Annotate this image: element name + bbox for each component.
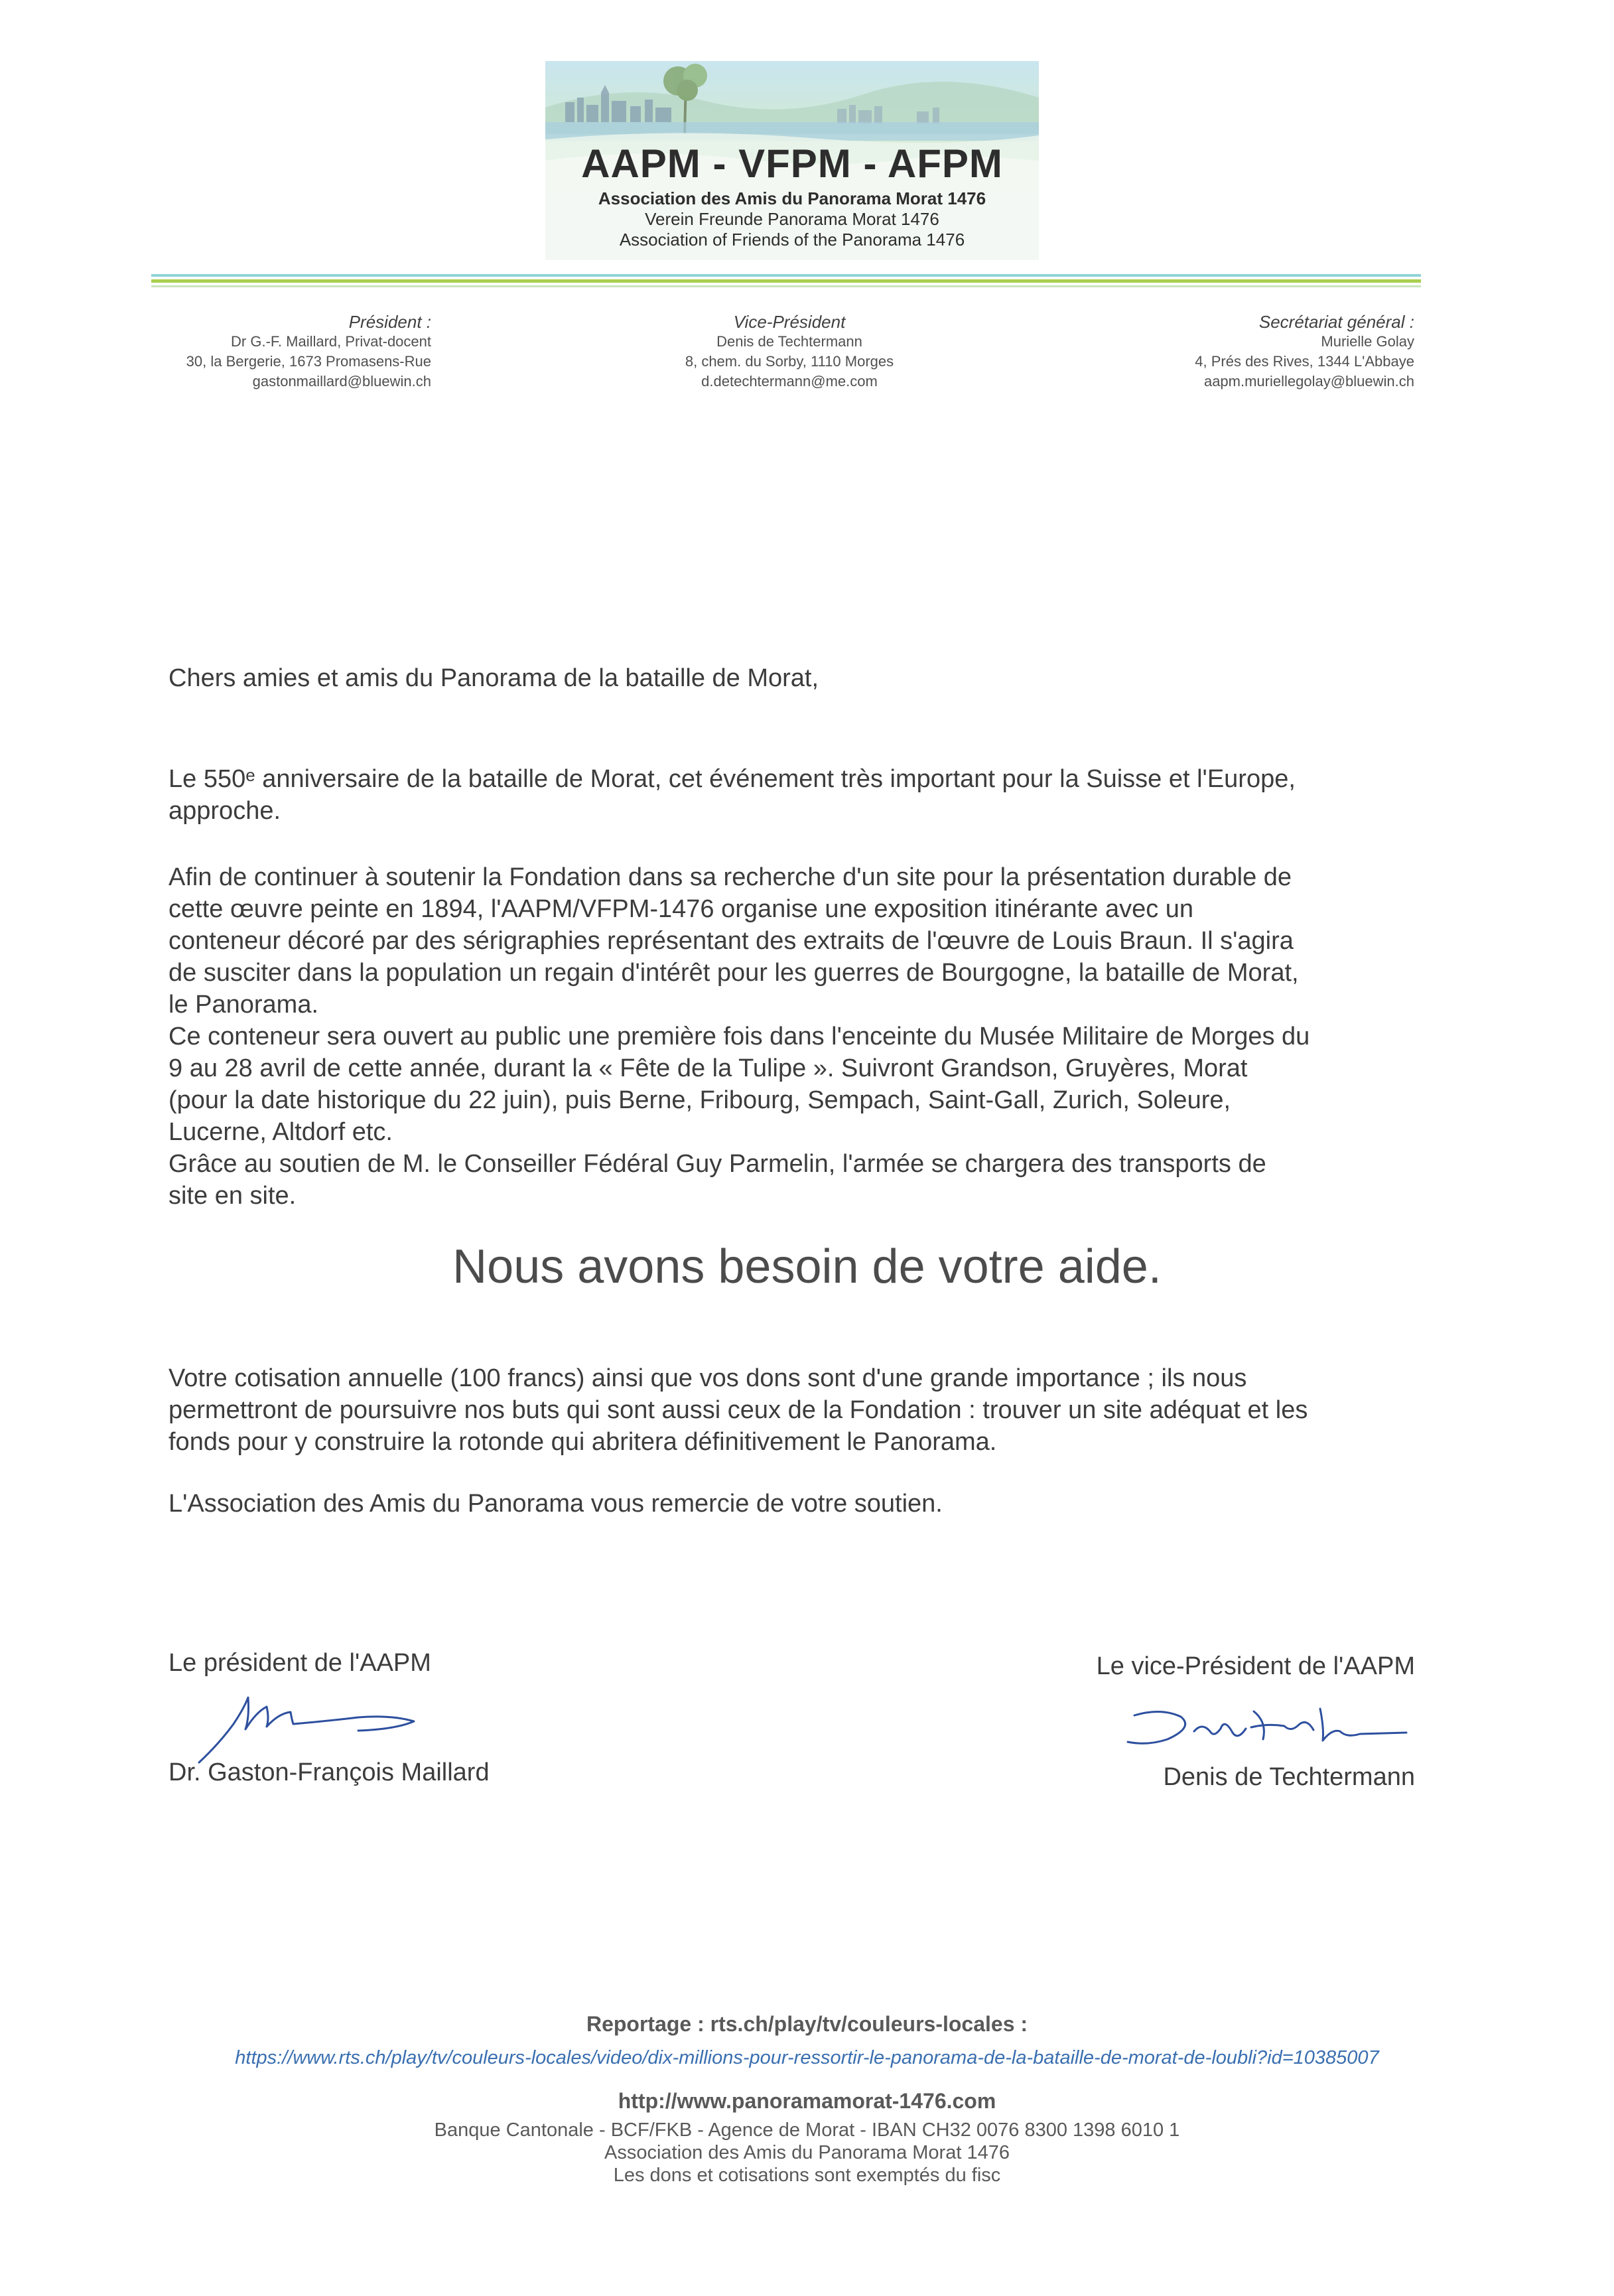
letterhead-banner (545, 61, 1039, 260)
letterhead-subtitle-en: Association of Friends of the Panorama 1476 (619, 230, 965, 250)
para2-line: 9 au 28 avril de cette année, durant la « Fête de la Tulipe ». Suivront Grandson, Gruyères, Morat (168, 1054, 1248, 1082)
para1-number: Le 550 (168, 765, 246, 793)
letterhead-rule-cyan (151, 274, 1421, 277)
vice-president-signature-name: Denis de Techtermann (1163, 1763, 1415, 1791)
secretary-name: Murielle Golay (1321, 333, 1414, 350)
letterhead-subtitle-de: Verein Freunde Panorama Morat 1476 (645, 209, 939, 229)
appeal-heading: Nous avons besoin de votre aide. (452, 1240, 1162, 1293)
president-address: 30, la Bergerie, 1673 Promasens-Rue (186, 353, 431, 370)
secretary-email[interactable]: aapm.muriellegolay@bluewin.ch (1203, 373, 1414, 390)
para2-line: Afin de continuer à soutenir la Fondation dans sa recherche d'un site pour la présentation durable de (168, 863, 1292, 891)
letter-paragraph-thanks: L'Association des Amis du Panorama vous remercie de votre soutien. (168, 1490, 943, 1518)
vice-president-signature-caption: Le vice-Président de l'AAPM (1096, 1652, 1415, 1680)
letter-paragraph-anniversary (168, 763, 1440, 827)
vice-president-name: Denis de Techtermann (716, 333, 862, 350)
letter-greeting: Chers amies et amis du Panorama de la bataille de Morat, (168, 664, 819, 692)
para3-line: Votre cotisation annuelle (100 francs) ainsi que vos dons sont d'une grande importance ; ils nous (168, 1364, 1247, 1392)
para2-line: Ce conteneur sera ouvert au public une première fois dans l'enceinte du Musée Militaire de Morges du (168, 1023, 1310, 1050)
para2-line: (pour la date historique du 22 juin), puis Berne, Fribourg, Sempach, Saint-Gall, Zurich, Soleure, (168, 1086, 1231, 1114)
footer-tax-note: Les dons et cotisations sont exemptés du fisc (613, 2165, 1001, 2186)
president-name: Dr G.-F. Maillard, Privat-docent (231, 333, 431, 350)
letterhead-rule-green (151, 279, 1421, 283)
letterhead-rule-pale (151, 285, 1421, 287)
para2-line: site en site. (168, 1182, 297, 1210)
letter-paragraph-exhibition (168, 861, 1440, 1212)
officer-president-block (86, 312, 431, 392)
para3-line: fonds pour y construire la rotonde qui abritera définitivement le Panorama. (168, 1428, 997, 1456)
vice-president-signature (1121, 1702, 1413, 1762)
president-signature-name: Dr. Gaston-François Maillard (168, 1758, 490, 1786)
secretary-address: 4, Prés des Rives, 1344 L'Abbaye (1195, 353, 1414, 370)
footer-website-link[interactable]: http://www.panoramamorat-1476.com (618, 2089, 996, 2113)
para2-line: le Panorama. (168, 991, 319, 1019)
president-role: Président : (348, 312, 431, 332)
para3-line: permettront de poursuivre nos buts qui sont aussi ceux de la Fondation : trouver un site adéquat et les (168, 1396, 1308, 1424)
footer-association-name: Association des Amis du Panorama Morat 1476 (604, 2142, 1010, 2163)
vice-president-address: 8, chem. du Sorby, 1110 Morges (685, 353, 894, 370)
para2-line: Lucerne, Altdorf etc. (168, 1118, 393, 1146)
para2-line: conteneur décoré par des sérigraphies représentant des extraits de l'œuvre de Louis Braun. Il s'agira (168, 927, 1294, 955)
officer-vice-president-block (624, 312, 955, 392)
letterhead-title: AAPM - VFPM - AFPM (581, 141, 1003, 186)
para2-line: cette œuvre peinte en 1894, l'AAPM/VFPM-1476 organise une exposition itinérante avec un (168, 895, 1194, 923)
footer-bank-details: Banque Cantonale - BCF/FKB - Agence de Morat - IBAN CH32 0076 8300 1398 6010 1 (434, 2119, 1180, 2141)
para1-line1: anniversaire de la bataille de Morat, cet événement très important pour la Suisse et l'Europe, (255, 765, 1296, 793)
para2-line: de susciter dans la population un regain d'intérêt pour les guerres de Bourgogne, la bataille de Morat, (168, 959, 1299, 987)
para1-line2: approche. (168, 797, 281, 825)
president-email[interactable]: gastonmaillard@bluewin.ch (252, 373, 431, 390)
letterhead-subtitle-fr: Association des Amis du Panorama Morat 1476 (598, 188, 986, 208)
footer-reportage-link[interactable]: https://www.rts.ch/play/tv/couleurs-locales/video/dix-millions-pour-ressortir-le-panorama-de-la-bataille-de-morat-de-loubli?id=10385007 (235, 2047, 1379, 2068)
vice-president-email[interactable]: d.detechtermann@me.com (701, 373, 878, 390)
para1-superscript: e (245, 765, 255, 785)
officer-secretary-block (1069, 312, 1414, 392)
secretary-role: Secrétariat général : (1258, 312, 1414, 332)
para2-line: Grâce au soutien de M. le Conseiller Fédéral Guy Parmelin, l'armée se chargera des transports de (168, 1150, 1266, 1178)
vice-president-role: Vice-Président (733, 312, 846, 332)
letter-paragraph-membership (168, 1362, 1440, 1458)
footer-reportage-label: Reportage : rts.ch/play/tv/couleurs-locales : (586, 2012, 1028, 2036)
president-signature-caption: Le président de l'AAPM (168, 1649, 431, 1677)
